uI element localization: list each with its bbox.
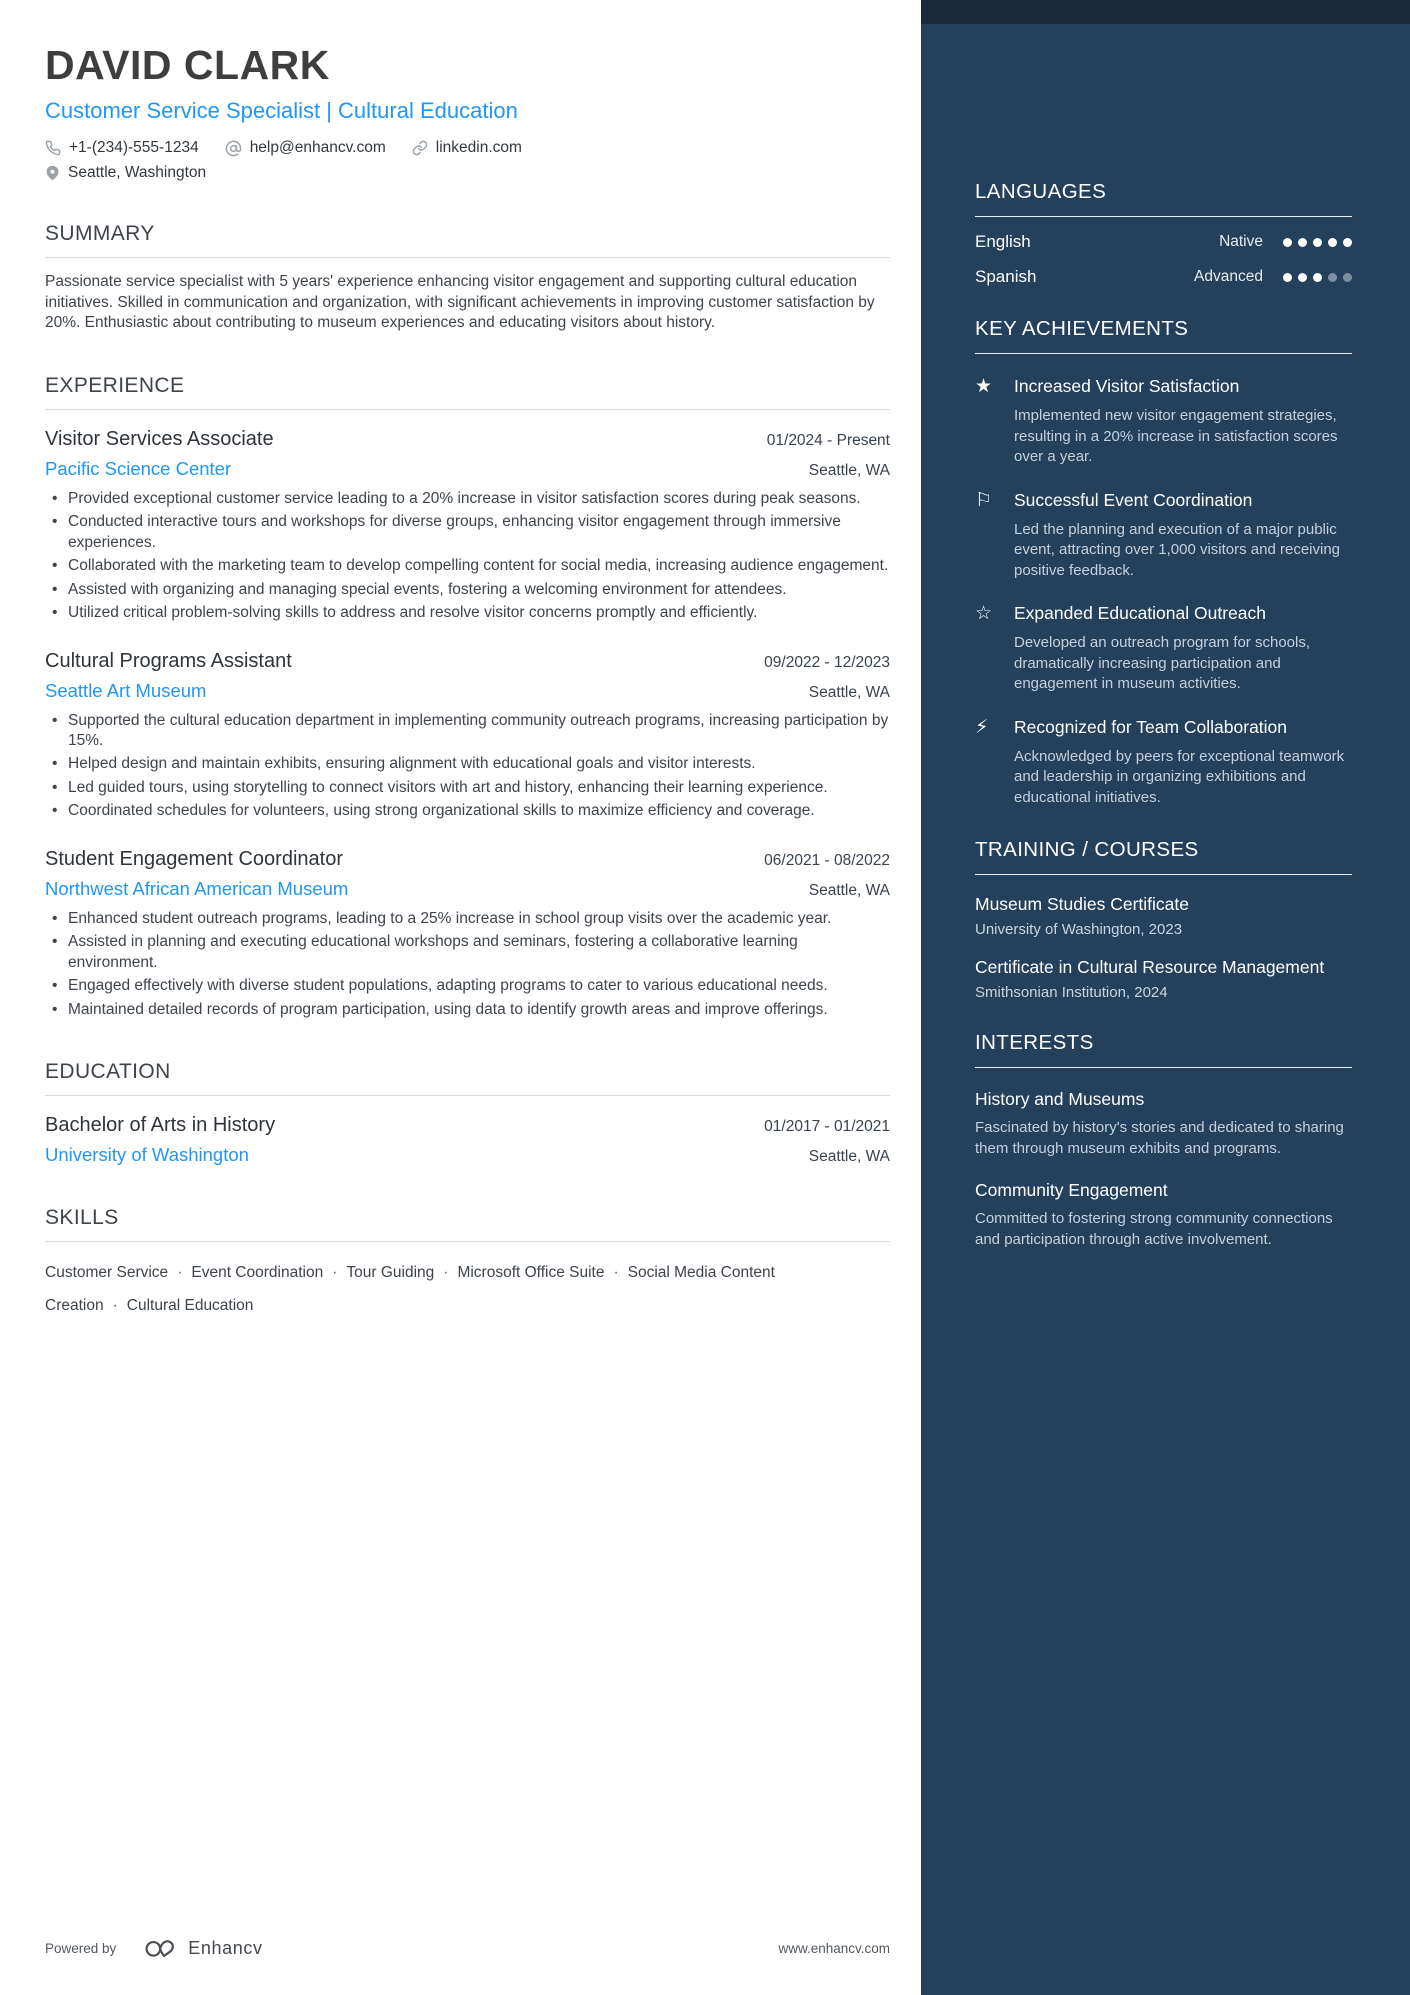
sidebar-divider	[975, 216, 1352, 217]
skills-list	[45, 1256, 890, 1323]
sidebar-divider	[975, 1067, 1352, 1068]
footer-url[interactable]: www.enhancv.com	[778, 1940, 890, 1956]
achievement-item	[975, 374, 1352, 468]
job-title: Cultural Programs Assistant	[45, 649, 292, 672]
achievement-title: Expanded Educational Outreach	[1014, 603, 1266, 623]
education-dates: 01/2017 - 01/2021	[764, 1118, 890, 1136]
powered-by-label: Powered by	[45, 1940, 117, 1956]
job-bullet: • Provided exceptional customer service leading to a 20% increase in visitor satisfaction scores during peak seasons.	[45, 489, 890, 509]
education-location: Seattle, WA	[808, 1148, 890, 1166]
interest-item	[975, 1087, 1352, 1159]
person-job-title: Customer Service Specialist | Cultural Education	[45, 98, 518, 123]
job-bullet-list	[45, 909, 890, 1020]
language-row	[975, 267, 1352, 287]
link-icon	[412, 140, 428, 156]
language-name: Spanish	[975, 267, 1037, 286]
achievements-heading: KEY ACHIEVEMENTS	[975, 317, 1189, 340]
enhancv-logo-icon	[144, 1937, 178, 1959]
job-bullet: • Collaborated with the marketing team to develop compelling content for social media, increasing audience engagement.	[45, 556, 890, 576]
job-dates: 09/2022 - 12/2023	[764, 653, 890, 671]
job-company: Seattle Art Museum	[45, 679, 207, 701]
job-title: Student Engagement Coordinator	[45, 847, 343, 870]
job-company: Northwest African American Museum	[45, 877, 349, 899]
job-location: Seattle, WA	[808, 461, 890, 479]
summary-heading: SUMMARY	[45, 222, 155, 245]
training-item	[975, 955, 1352, 1001]
achievement-title: Successful Event Coordination	[1014, 489, 1253, 510]
skill-separator: ·	[613, 1264, 619, 1282]
job-location: Seattle, WA	[808, 881, 890, 899]
experience-section	[45, 374, 890, 1020]
enhancv-wordmark: Enhancv	[188, 1937, 263, 1958]
education-entry	[45, 1114, 890, 1166]
language-row	[975, 232, 1352, 252]
sidebar-divider	[975, 353, 1352, 354]
job-bullet-list	[45, 489, 890, 624]
location-row	[45, 164, 890, 182]
achievement-text: Implemented new visitor engagement strategies, resulting in a 20% increase in satisfaction scores over a year.	[1014, 407, 1338, 465]
training-heading: TRAINING / COURSES	[975, 838, 1199, 861]
training-title: Museum Studies Certificate	[975, 894, 1189, 914]
phone-number: +1-(234)-555-1234	[69, 139, 199, 156]
phone-icon	[45, 140, 61, 156]
achievement-text: Led the planning and execution of a major public event, attracting over 1,000 visitors and receiving positive feedback.	[1014, 520, 1341, 579]
email-address: help@enhancv.com	[249, 139, 386, 156]
degree: Bachelor of Arts in History	[45, 1114, 276, 1137]
job-entry	[45, 848, 890, 1020]
skill-separator: ·	[443, 1264, 449, 1282]
job-dates: 06/2021 - 08/2022	[764, 851, 890, 869]
job-bullet: • Maintained detailed records of program participation, using data to identify growth areas and improve offerings.	[45, 1000, 890, 1020]
job-entry	[45, 428, 890, 624]
skills-heading: SKILLS	[45, 1206, 119, 1230]
footer	[45, 1937, 890, 1959]
sidebar-divider	[975, 874, 1352, 875]
at-sign-icon	[225, 140, 242, 157]
skill-item: Social Media Content Creation	[45, 1264, 775, 1315]
job-bullet: • Enhanced student outreach programs, leading to a 25% increase in school group visits over the academic year.	[45, 909, 890, 929]
job-bullet: • Led guided tours, using storytelling to connect visitors with art and history, enhancing their learning experience.	[45, 778, 890, 798]
section-divider	[45, 1241, 890, 1242]
job-dates: 01/2024 - Present	[766, 431, 890, 449]
achievement-title: Increased Visitor Satisfaction	[1014, 376, 1240, 396]
location-text: Seattle, Washington	[68, 164, 207, 181]
link-contact[interactable]	[412, 139, 522, 157]
skills-section	[45, 1206, 890, 1323]
job-bullet: • Utilized critical problem-solving skills to address and resolve visitor concerns promptly and efficiently.	[45, 603, 890, 623]
interest-title: History and Museums	[975, 1089, 1145, 1109]
interest-item	[975, 1178, 1352, 1250]
contact-row	[45, 139, 890, 157]
achievement-item	[975, 601, 1352, 695]
phone-contact	[45, 139, 199, 157]
experience-heading: EXPERIENCE	[45, 373, 185, 397]
training-subtitle: University of Washington, 2023	[975, 921, 1183, 938]
location-contact	[45, 164, 206, 182]
link-text: linkedin.com	[435, 139, 522, 156]
job-bullet: • Assisted in planning and executing educational workshops and seminars, fostering a collaborative learning environment.	[45, 932, 890, 973]
language-proficiency-dots	[1283, 238, 1352, 247]
section-divider	[45, 257, 890, 258]
job-title: Visitor Services Associate	[45, 427, 274, 450]
sidebar-top-strip	[921, 0, 1410, 24]
star-outline-icon: ☆	[975, 603, 993, 624]
languages-section	[975, 180, 1352, 287]
interest-text: Committed to fostering strong community connections and participation through active involvement.	[975, 1210, 1333, 1248]
email-contact[interactable]	[225, 139, 386, 157]
job-bullet-list	[45, 711, 890, 822]
job-location: Seattle, WA	[808, 683, 890, 701]
achievements-section	[975, 317, 1352, 808]
star-icon: ★	[975, 376, 993, 397]
job-bullet: • Supported the cultural education department in implementing community outreach programs, increasing participation by 15%.	[45, 711, 890, 752]
achievement-item	[975, 488, 1352, 582]
section-divider	[45, 1095, 890, 1096]
training-section	[975, 838, 1352, 1001]
skill-item: Microsoft Office Suite	[457, 1264, 605, 1282]
lightning-icon: ⚡	[975, 716, 989, 738]
language-level: Advanced	[1194, 268, 1263, 285]
achievement-text: Acknowledged by peers for exceptional teamwork and leadership in organizing exhibitions and educational initiatives.	[1014, 747, 1345, 806]
skill-item: Tour Guiding	[346, 1264, 435, 1282]
school: University of Washington	[45, 1144, 249, 1166]
training-title: Certificate in Cultural Resource Management	[975, 957, 1325, 977]
job-bullet: • Engaged effectively with diverse student populations, adapting programs to cater to various educational needs.	[45, 976, 890, 996]
education-section	[45, 1060, 890, 1166]
interest-text: Fascinated by history's stories and dedicated to sharing them through museum exhibits and programs.	[975, 1119, 1344, 1157]
achievement-item	[975, 715, 1352, 809]
skill-separator: ·	[332, 1264, 338, 1282]
training-subtitle: Smithsonian Institution, 2024	[975, 984, 1168, 1001]
section-divider	[45, 409, 890, 410]
languages-heading: LANGUAGES	[975, 180, 1107, 203]
interest-title: Community Engagement	[975, 1180, 1168, 1200]
job-bullet: • Assisted with organizing and managing special events, fostering a welcoming environment for attendees.	[45, 580, 890, 600]
language-name: English	[975, 232, 1031, 251]
education-heading: EDUCATION	[45, 1060, 171, 1084]
skill-item: Customer Service	[45, 1264, 169, 1282]
achievement-text: Developed an outreach program for schools, dramatically increasing participation and engagement in museum activities.	[1014, 634, 1311, 692]
achievement-title: Recognized for Team Collaboration	[1014, 716, 1288, 737]
language-proficiency-dots	[1283, 273, 1352, 282]
skill-separator: ·	[112, 1297, 118, 1315]
summary-section	[45, 222, 890, 334]
language-level: Native	[1219, 233, 1263, 250]
job-bullet: • Coordinated schedules for volunteers, using strong organizational skills to maximize efficiency and coverage.	[45, 801, 890, 821]
job-company: Pacific Science Center	[45, 457, 232, 479]
location-pin-icon	[45, 165, 60, 181]
job-bullet: • Helped design and maintain exhibits, ensuring alignment with educational goals and visitor interests.	[45, 754, 890, 774]
right-sidebar	[921, 0, 1410, 1995]
skill-separator: ·	[177, 1264, 183, 1282]
interests-heading: INTERESTS	[975, 1031, 1094, 1054]
job-entry	[45, 650, 890, 822]
training-item	[975, 892, 1352, 938]
job-bullet: • Conducted interactive tours and workshops for diverse groups, enhancing visitor engagement through immersive experiences.	[45, 512, 890, 553]
summary-text: Passionate service specialist with 5 years' experience enhancing visitor engagement and supporting cultural education initiatives. Skilled in communication and organization, with significant achievements in improving customer satisfaction by 20%. Enthusiastic about contributing to museum experiences and educating visitors about history.	[45, 273, 875, 332]
person-name: DAVID CLARK	[45, 42, 330, 88]
skill-item: Event Coordination	[191, 1264, 324, 1282]
interests-section	[975, 1031, 1352, 1250]
skill-item: Cultural Education	[126, 1297, 254, 1315]
flag-icon: ⚐	[975, 489, 993, 511]
